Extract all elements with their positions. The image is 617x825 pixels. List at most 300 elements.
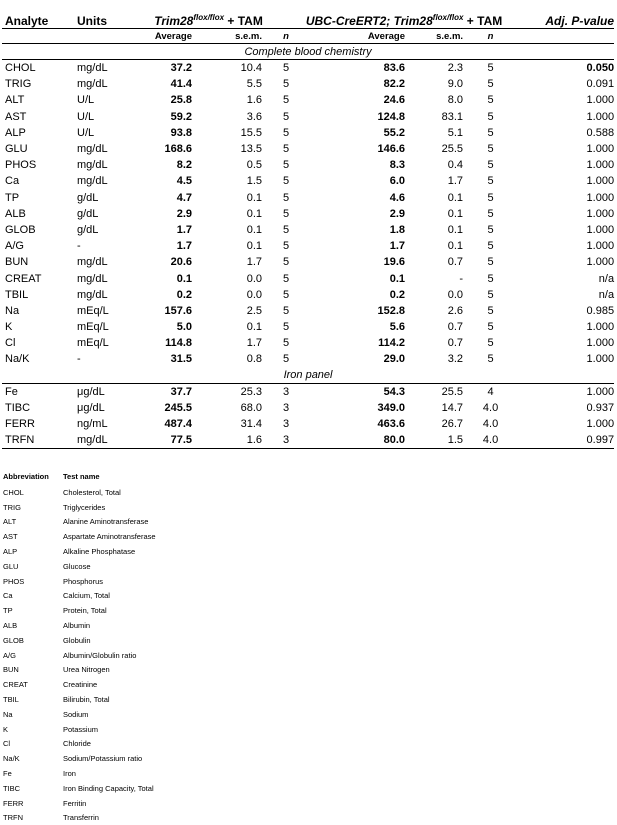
abbreviation-table	[3, 468, 164, 825]
knockout-sem-cell: 25.5	[441, 143, 464, 156]
abbreviation-cell: TP	[3, 606, 13, 616]
knockout-n-cell: 4.0	[482, 418, 499, 431]
abbreviation-cell: GLOB	[3, 635, 24, 645]
abbreviation-cell: BUN	[3, 665, 19, 675]
abbreviation-cell: ALB	[3, 621, 18, 631]
analyte-cell: BUN	[5, 256, 29, 269]
pvalue-cell: 0.997	[508, 432, 614, 449]
control-average-cell: 0.2	[176, 288, 192, 301]
analyte-cell: TP	[5, 191, 20, 204]
subheader-blank	[77, 29, 117, 44]
knockout-average-cell: 8.3	[389, 159, 406, 172]
test-name-cell: Triglycerides	[63, 502, 106, 512]
test-name-cell: Protein, Total	[63, 606, 107, 616]
analyte-cell: ALB	[5, 207, 26, 220]
knockout-average-cell: 5.6	[389, 321, 406, 334]
knockout-average-cell: 2.9	[389, 207, 406, 220]
control-n-cell: 5	[282, 256, 290, 269]
control-average-cell: 1.7	[176, 240, 192, 253]
analyte-cell: GLOB	[5, 223, 36, 236]
table-row	[2, 92, 614, 108]
control-sem-cell: 25.3	[240, 385, 262, 398]
analyte-header: Analyte	[5, 14, 49, 28]
control-average-cell: 0.1	[176, 272, 192, 285]
abbreviation-cell: ALT	[3, 517, 17, 527]
table-row	[2, 254, 614, 270]
test-name-cell: Iron	[63, 769, 76, 779]
knockout-sem-cell: 8.0	[447, 94, 464, 107]
pvalue-cell: 0.091	[586, 78, 615, 91]
units-cell: mEq/L	[77, 337, 109, 350]
abbreviation-row	[3, 722, 164, 737]
table-row	[2, 125, 614, 141]
knockout-sem-cell: 0.7	[447, 256, 464, 269]
knockout-average-cell: 463.6	[377, 418, 406, 431]
units-cell: g/dL	[77, 207, 99, 220]
knockout-sem-cell: 0.7	[447, 337, 464, 350]
abbreviation-body	[3, 485, 164, 825]
knockout-sem-cell: 0.7	[447, 321, 464, 334]
abbreviation-cell: AST	[3, 532, 18, 542]
abbreviation-row	[3, 574, 164, 589]
table-row	[2, 303, 614, 319]
table-row	[2, 400, 614, 416]
pvalue-cell: n/a	[598, 288, 615, 301]
control-sem-cell: 1.6	[192, 432, 272, 449]
pvalue-cell: 1.000	[586, 223, 615, 236]
knockout-n-cell: 5	[487, 337, 494, 350]
analyte-cell: AST	[5, 110, 27, 123]
knockout-n-cell: 5	[487, 62, 494, 75]
abbreviation-cell: Na/K	[3, 754, 20, 764]
knockout-sem-cell: 25.5	[441, 385, 464, 398]
control-group-name: Trim28	[154, 14, 194, 28]
analyte-cell: TBIL	[5, 288, 29, 301]
pvalue-cell: 1.000	[586, 337, 615, 350]
knockout-n-cell: 5	[487, 78, 494, 91]
control-average-cell: 114.8	[165, 337, 192, 350]
knockout-sem-cell: 83.1	[441, 110, 464, 123]
knockout-average-cell: 124.8	[377, 110, 406, 123]
table-row	[2, 351, 614, 367]
knockout-n-cell: 5	[487, 94, 494, 107]
control-n-cell: 5	[282, 143, 290, 156]
control-sem-cell: 1.6	[246, 94, 262, 107]
control-n-cell: 5	[282, 337, 290, 350]
analyte-cell: CREAT	[5, 272, 42, 285]
abbreviation-row	[3, 663, 164, 678]
table-row	[2, 270, 614, 286]
control-n-cell: 5	[282, 353, 290, 366]
analyte-cell: Ca	[5, 175, 20, 188]
knockout-average-cell: 80.0	[300, 432, 405, 449]
abbreviation-cell: TRIG	[3, 502, 21, 512]
control-sem-cell: 1.7	[246, 337, 262, 350]
control-group-genotype: flox/flox	[193, 13, 225, 22]
abbreviation-cell: Ca	[3, 591, 13, 601]
abbreviation-row	[3, 766, 164, 781]
control-average-cell: 59.2	[170, 110, 192, 123]
test-name-cell: Ferritin	[63, 798, 87, 808]
knockout-n-cell: 5	[487, 223, 494, 236]
control-sem-cell: 0.5	[246, 159, 262, 172]
pvalue-cell: 1.000	[586, 353, 615, 366]
table-row	[2, 335, 614, 351]
analyte-cell: TRFN	[2, 432, 77, 449]
knockout-n-cell: 5	[487, 288, 494, 301]
units-cell: mEq/L	[77, 304, 109, 317]
abbreviation-row	[3, 707, 164, 722]
abbreviation-cell: Fe	[3, 769, 12, 779]
abbreviation-cell: Cl	[3, 739, 11, 749]
control-n-cell: 5	[282, 223, 290, 236]
test-name-cell: Transferrin	[63, 813, 99, 823]
control-sem-cell: 13.5	[240, 143, 262, 156]
units-cell: ng/mL	[77, 418, 108, 431]
subheader-blank	[2, 29, 77, 44]
knockout-n-cell: 5	[487, 321, 494, 334]
knockout-average-cell: 146.6	[377, 143, 406, 156]
knockout-sem-cell: 0.1	[447, 191, 464, 204]
control-n-cell: 5	[282, 304, 290, 317]
control-n-cell: 5	[282, 110, 290, 123]
analyte-cell: TRIG	[5, 78, 32, 91]
control-average-cell: 245.5	[164, 401, 192, 414]
test-name-cell: Calcium, Total	[63, 591, 110, 601]
test-name-cell: Phosphorus	[63, 576, 104, 586]
units-cell: -	[77, 240, 81, 253]
test-name-cell: Cholesterol, Total	[63, 487, 121, 497]
control-average-cell: 2.9	[176, 207, 192, 220]
knockout-group-name: UBC-CreERT2; Trim28	[305, 14, 433, 28]
table-row	[2, 76, 614, 92]
abbreviation-cell: CREAT	[3, 680, 28, 690]
abbreviation-cell: GLU	[3, 561, 19, 571]
control-sem-cell: 1.5	[246, 175, 262, 188]
table-body	[2, 44, 614, 449]
abbreviation-row	[3, 751, 164, 766]
section-title: Complete blood chemistry	[2, 44, 614, 60]
control-n-cell: 5	[282, 240, 290, 253]
table-row	[2, 190, 614, 206]
units-cell: U/L	[77, 94, 95, 107]
control-sem-cell: 31.4	[240, 418, 262, 431]
control-n-cell: 5	[282, 159, 290, 172]
units-cell: mg/dL	[77, 256, 108, 269]
knockout-average-cell: 29.0	[383, 353, 406, 366]
pvalue-cell: 0.588	[586, 126, 615, 139]
analyte-cell: Fe	[5, 385, 18, 398]
knockout-sem-cell: 26.7	[441, 418, 464, 431]
knockout-average-cell: 82.2	[383, 78, 406, 91]
pvalue-cell: 1.000	[586, 110, 615, 123]
control-sem-cell: 0.0	[246, 272, 262, 285]
knockout-n-cell: 5	[487, 207, 494, 220]
test-name-cell: Alkaline Phosphatase	[63, 547, 136, 557]
analyte-cell: Na/K	[5, 353, 30, 366]
knockout-group-treatment: + TAM	[463, 14, 503, 28]
analyte-cell: ALT	[5, 94, 25, 107]
table-header-row	[2, 8, 614, 29]
control-n-cell: 5	[282, 288, 290, 301]
analyte-cell: FERR	[5, 418, 35, 431]
knockout-average-cell: 0.2	[389, 288, 406, 301]
table-row	[2, 157, 614, 173]
table-row	[2, 60, 614, 77]
knockout-n-cell: 5	[487, 110, 494, 123]
abbreviation-column-header: Abbreviation	[3, 472, 49, 481]
control-average-cell: 4.7	[176, 191, 192, 204]
sem-header: s.e.m.	[405, 29, 473, 44]
control-n-cell: 3	[272, 432, 300, 449]
test-name-cell: Globulin	[63, 635, 91, 645]
units-cell: mg/dL	[77, 78, 108, 91]
control-n-cell: 5	[282, 272, 290, 285]
control-average-cell: 20.6	[170, 256, 192, 269]
pvalue-cell: 1.000	[586, 159, 615, 172]
control-n-cell: 5	[282, 94, 290, 107]
units-cell: U/L	[77, 126, 95, 139]
table-row	[2, 206, 614, 222]
pvalue-cell: 0.050	[586, 62, 615, 75]
knockout-sem-cell: -	[459, 272, 464, 285]
test-name-column-header: Test name	[63, 472, 100, 481]
abbreviation-cell: K	[3, 724, 9, 734]
pvalue-cell: 1.000	[586, 191, 615, 204]
control-sem-cell: 0.1	[246, 223, 262, 236]
abbreviation-cell: ALP	[3, 547, 18, 557]
table-row	[2, 319, 614, 335]
control-n-cell: 5	[282, 78, 290, 91]
pvalue-cell: 1.000	[586, 321, 615, 334]
units-header: Units	[77, 14, 107, 28]
control-sem-cell: 0.1	[246, 207, 262, 220]
abbreviation-cell: A/G	[3, 650, 16, 660]
pvalue-cell: n/a	[598, 272, 615, 285]
n-header: n	[473, 29, 508, 44]
average-header: Average	[117, 29, 192, 44]
analyte-cell: K	[5, 321, 13, 334]
knockout-sem-cell: 3.2	[447, 353, 464, 366]
abbreviation-cell: Na	[3, 709, 13, 719]
blood-chemistry-table	[2, 8, 614, 449]
test-name-cell: Albumin	[63, 621, 91, 631]
pvalue-cell: 1.000	[586, 240, 615, 253]
knockout-sem-cell: 9.0	[447, 78, 464, 91]
test-name-cell: Sodium	[63, 709, 89, 719]
knockout-sem-cell: 0.1	[447, 207, 464, 220]
knockout-sem-cell: 2.6	[447, 304, 464, 317]
knockout-sem-cell: 0.1	[447, 240, 464, 253]
abbreviation-cell: FERR	[3, 798, 24, 808]
control-sem-cell: 0.8	[246, 353, 262, 366]
control-sem-cell: 0.1	[246, 240, 262, 253]
knockout-sem-cell: 14.7	[441, 401, 464, 414]
control-sem-cell: 68.0	[240, 401, 262, 414]
control-sem-cell: 0.0	[246, 288, 262, 301]
pvalue-cell: 1.000	[586, 175, 615, 188]
knockout-sem-cell: 1.5	[405, 432, 473, 449]
knockout-average-cell: 114.2	[378, 337, 406, 350]
average-header: Average	[300, 29, 405, 44]
units-cell: μg/dL	[77, 385, 105, 398]
control-sem-cell: 3.6	[246, 110, 262, 123]
section-title: Iron panel	[2, 368, 614, 384]
knockout-n-cell: 5	[487, 191, 494, 204]
control-n-cell: 5	[282, 62, 290, 75]
knockout-sem-cell: 2.3	[447, 62, 464, 75]
units-cell: mg/dL	[77, 432, 117, 449]
control-sem-cell: 0.1	[246, 191, 262, 204]
knockout-n-cell: 5	[487, 272, 494, 285]
table-row	[2, 222, 614, 238]
knockout-sem-cell: 0.1	[447, 223, 464, 236]
knockout-sem-cell: 1.7	[447, 175, 464, 188]
control-average-cell: 168.6	[164, 143, 192, 156]
knockout-n-cell: 5	[487, 256, 494, 269]
control-n-cell: 5	[282, 175, 290, 188]
test-name-cell: Bilirubin, Total	[63, 695, 110, 705]
knockout-sem-cell: 0.4	[447, 159, 464, 172]
units-cell: mEq/L	[77, 321, 109, 334]
abbreviation-row	[3, 515, 164, 530]
control-average-cell: 37.2	[170, 62, 192, 75]
pvalue-cell: 1.000	[586, 418, 615, 431]
test-name-cell: Glucose	[63, 561, 91, 571]
knockout-sem-cell: 5.1	[447, 126, 464, 139]
control-average-cell: 25.8	[170, 94, 192, 107]
units-cell: mg/dL	[77, 143, 108, 156]
sem-header: s.e.m.	[192, 29, 272, 44]
knockout-n-cell: 5	[487, 304, 494, 317]
knockout-n-cell: 5	[487, 353, 494, 366]
abbreviation-row	[3, 677, 164, 692]
knockout-n-cell: 5	[487, 175, 494, 188]
units-cell: μg/dL	[77, 401, 105, 414]
table-subheader-row	[2, 29, 614, 44]
analyte-cell: TIBC	[5, 401, 31, 414]
analyte-cell: GLU	[5, 143, 28, 156]
knockout-n-cell: 4.0	[473, 432, 508, 449]
analyte-cell: Na	[5, 304, 20, 317]
knockout-n-cell: 4.0	[482, 401, 499, 414]
abbreviation-row	[3, 737, 164, 752]
control-average-cell: 157.6	[164, 304, 192, 317]
abbreviation-row	[3, 485, 164, 500]
knockout-sem-cell: 0.0	[447, 288, 464, 301]
control-n-cell: 5	[282, 207, 290, 220]
abbreviation-row	[3, 544, 164, 559]
table-row	[2, 173, 614, 189]
knockout-n-cell: 4	[487, 385, 494, 398]
knockout-group-header	[300, 8, 508, 29]
control-group-header	[117, 8, 300, 29]
abbreviation-row	[3, 618, 164, 633]
table-row	[2, 432, 614, 449]
abbreviation-row	[3, 589, 164, 604]
test-name-cell: Iron Binding Capacity, Total	[63, 783, 154, 793]
knockout-average-cell: 152.8	[377, 304, 406, 317]
control-average-cell: 31.5	[170, 353, 192, 366]
knockout-n-cell: 5	[487, 143, 494, 156]
knockout-average-cell: 19.6	[383, 256, 406, 269]
abbreviation-cell: TIBC	[3, 783, 21, 793]
control-n-cell: 5	[282, 191, 290, 204]
abbreviation-cell: TBIL	[3, 695, 19, 705]
control-n-cell: 3	[282, 418, 290, 431]
knockout-n-cell: 5	[487, 126, 494, 139]
knockout-average-cell: 24.6	[383, 94, 406, 107]
test-name-cell: Albumin/Globulin ratio	[63, 650, 137, 660]
control-sem-cell: 1.7	[246, 256, 262, 269]
control-n-cell: 3	[282, 385, 290, 398]
knockout-average-cell: 6.0	[389, 175, 406, 188]
knockout-average-cell: 1.7	[389, 240, 406, 253]
analyte-cell: A/G	[5, 240, 24, 253]
pvalue-cell: 1.000	[586, 207, 615, 220]
control-sem-cell: 15.5	[240, 126, 262, 139]
abbreviation-row	[3, 811, 164, 825]
knockout-average-cell: 83.6	[383, 62, 406, 75]
table-row	[2, 287, 614, 303]
test-name-cell: Potassium	[63, 724, 99, 734]
units-cell: g/dL	[77, 223, 99, 236]
table-row	[2, 238, 614, 254]
test-name-cell: Sodium/Potassium ratio	[63, 754, 143, 764]
test-name-cell: Urea Nitrogen	[63, 665, 110, 675]
control-average-cell: 4.5	[176, 175, 192, 188]
pvalue-cell: 1.000	[586, 256, 615, 269]
abbreviation-cell: TRFN	[3, 813, 23, 823]
pvalue-header: Adj. P-value	[545, 14, 615, 28]
knockout-average-cell: 0.1	[389, 272, 406, 285]
table-row	[2, 383, 614, 400]
units-cell: mg/dL	[77, 272, 108, 285]
units-cell: mg/dL	[77, 62, 108, 75]
analyte-cell: ALP	[5, 126, 26, 139]
control-sem-cell: 10.4	[240, 62, 262, 75]
control-average-cell: 8.2	[176, 159, 192, 172]
knockout-group-genotype: flox/flox	[432, 13, 464, 22]
section-header-row	[2, 368, 614, 384]
control-sem-cell: 5.5	[246, 78, 262, 91]
control-group-treatment: + TAM	[224, 14, 263, 28]
knockout-n-cell: 5	[487, 159, 494, 172]
pvalue-cell: 1.000	[586, 385, 615, 398]
knockout-average-cell: 55.2	[383, 126, 406, 139]
table-row	[2, 141, 614, 157]
test-name-cell: Chloride	[63, 739, 91, 749]
section-header-row	[2, 44, 614, 60]
analyte-cell: Cl	[5, 337, 16, 350]
control-average-cell: 93.8	[170, 126, 192, 139]
control-average-cell: 77.5	[117, 432, 192, 449]
units-cell: mg/dL	[77, 159, 108, 172]
pvalue-cell: 1.000	[586, 143, 615, 156]
control-average-cell: 5.0	[176, 321, 192, 334]
subheader-blank	[508, 29, 614, 44]
control-average-cell: 41.4	[170, 78, 192, 91]
abbreviation-header-row	[3, 468, 164, 485]
abbreviation-row	[3, 500, 164, 515]
analyte-cell: CHOL	[5, 62, 36, 75]
abbreviation-row	[3, 781, 164, 796]
units-cell: mg/dL	[77, 288, 108, 301]
abbreviation-row	[3, 529, 164, 544]
units-cell: U/L	[77, 110, 95, 123]
abbreviation-row	[3, 796, 164, 811]
test-name-cell: Creatinine	[63, 680, 98, 690]
